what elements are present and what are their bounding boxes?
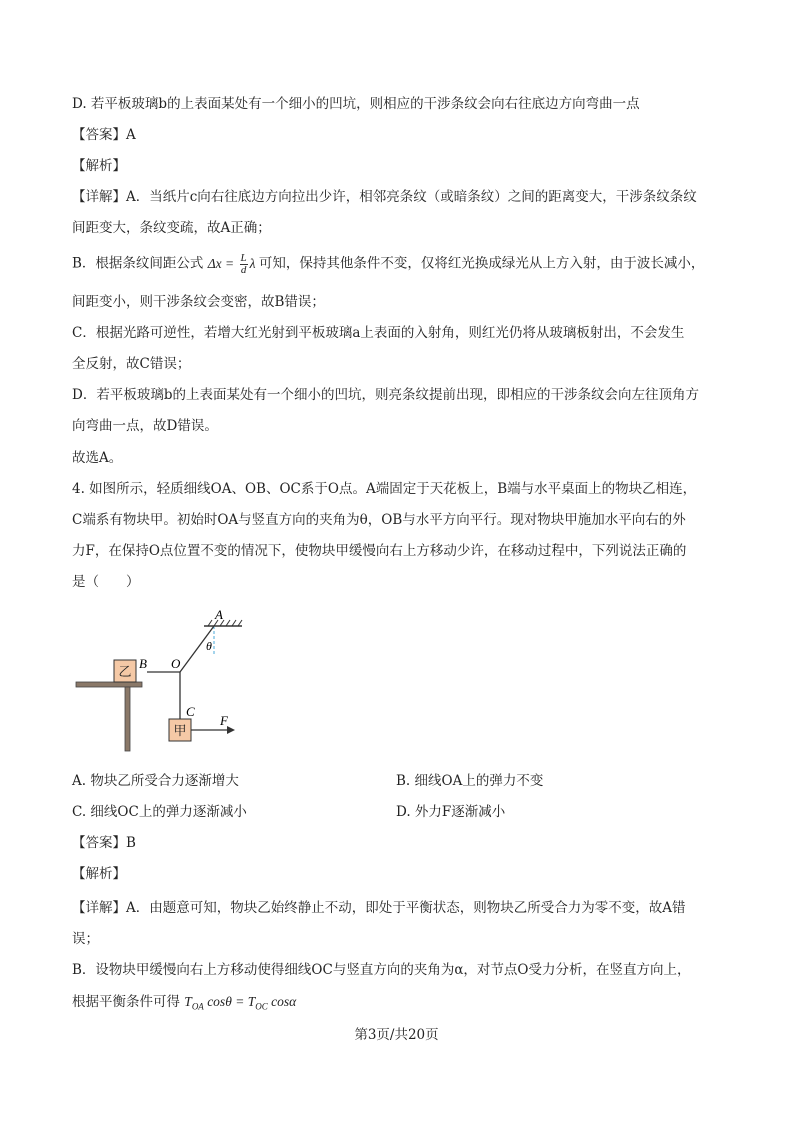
- detail2-b-pre: 根据平衡条件可得: [72, 994, 180, 1010]
- fringe-spacing-formula: [207, 252, 259, 276]
- detail-d-line1: D．若平板玻璃b的上表面某处有一个细小的凹坑，则亮条纹提前出现，即相应的干涉条纹会向左往顶角方: [72, 387, 699, 403]
- q4-line1: 4. 如图所示，轻质细线OA、OB、OC系于O点。A端固定于天花板上，B端与水平桌面上的物块乙相连，: [72, 481, 697, 497]
- force-arrow-head: [227, 726, 235, 734]
- formula-lhs: Δx =: [207, 255, 235, 271]
- detail2-a-line1: 【详解】A．由题意可知，物块乙始终静止不动，即处于平衡状态，则物块乙所受合力为零不变，故A错: [72, 900, 686, 916]
- label-f: F: [220, 713, 228, 728]
- formula-fraction: [240, 253, 248, 276]
- detail-c-line2: 全反射，故C错误；: [72, 356, 191, 372]
- detail2-b-line1: B．设物块甲缓慢向右上方移动使得细线OC与竖直方向的夹角为α，对节点O受力分析，在竖直方向上，: [72, 962, 691, 978]
- option-c: C. 细线OC上的弹力逐渐减小: [72, 804, 247, 820]
- block-yi-label: 乙: [118, 665, 132, 680]
- detail-c-line1: C．根据光路可逆性，若增大红光射到平板玻璃a上表面的入射角，则红光仍将从玻璃板射出，不会发生: [72, 325, 685, 341]
- option-a: A. 物块乙所受合力逐渐增大: [72, 773, 239, 789]
- label-a: A: [215, 607, 223, 622]
- q4-line2: C端系有物块甲。初始时OA与竖直方向的夹角为θ，OB与水平方向平行。现对物块甲施加水平向右的外: [72, 512, 686, 528]
- q4-line4: 是（ ）: [72, 574, 140, 590]
- equilibrium-formula: $T_{OA}$ $\cos\theta = T_{OC}$ cosα: [184, 994, 297, 1012]
- detail2-b-line2: [72, 992, 296, 1017]
- block-jia-label: 甲: [173, 724, 187, 739]
- label-b: B: [139, 656, 147, 671]
- option-d: D. 外力F逐渐减小: [396, 804, 506, 820]
- table-top: [76, 682, 142, 687]
- option-b: B. 细线OA上的弹力不变: [396, 773, 544, 789]
- detail-a-line1: 【详解】A．当纸片c向右往底边方向拉出少许，相邻亮条纹（或暗条纹）之间的距离变大，干涉条纹条纹: [72, 189, 697, 205]
- detail-b-post: 可知，保持其他条件不变，仅将红光换成绿光从上方入射，由于波长减小，: [258, 255, 705, 272]
- force-diagram: [72, 606, 252, 756]
- conclusion-1: 故选A。: [72, 450, 123, 466]
- formula-numerator: L: [240, 252, 247, 264]
- analysis-label-2: 【解析】: [72, 866, 126, 882]
- detail-b-pre: B．根据条纹间距公式: [72, 255, 204, 272]
- detail-d-line2: 向弯曲一点，故D错误。: [72, 418, 218, 434]
- analysis-label-1: 【解析】: [72, 158, 126, 174]
- answer-label-1: 【答案】A: [72, 127, 136, 143]
- formula-denominator: d: [240, 264, 247, 276]
- answer-label-2: 【答案】B: [72, 835, 136, 851]
- ceiling-hatch: [208, 620, 242, 626]
- prev-option-d: D. 若平板玻璃b的上表面某处有一个细小的凹坑，则相应的干涉条纹会向右往底边方向弯曲一点: [72, 96, 640, 112]
- page-footer: 第3页/共20页: [354, 1027, 439, 1043]
- q4-line3: 力F，在保持O点位置不变的情况下，使物块甲缓慢向右上方移动少许，在移动过程中，下列说法正确的: [72, 543, 687, 559]
- label-o: O: [171, 656, 181, 671]
- detail2-a-line2: 误；: [72, 931, 99, 947]
- label-c: C: [186, 704, 195, 719]
- detail-b-line2: 间距变小，则干涉条纹会变密，故B错误；: [72, 294, 325, 310]
- label-theta: θ: [206, 639, 212, 653]
- table-leg: [125, 687, 130, 751]
- formula-rhs: λ: [249, 255, 256, 271]
- detail-b-line1: [72, 253, 704, 276]
- detail-a-line2: 间距变大，条纹变疏，故A正确；: [72, 220, 271, 236]
